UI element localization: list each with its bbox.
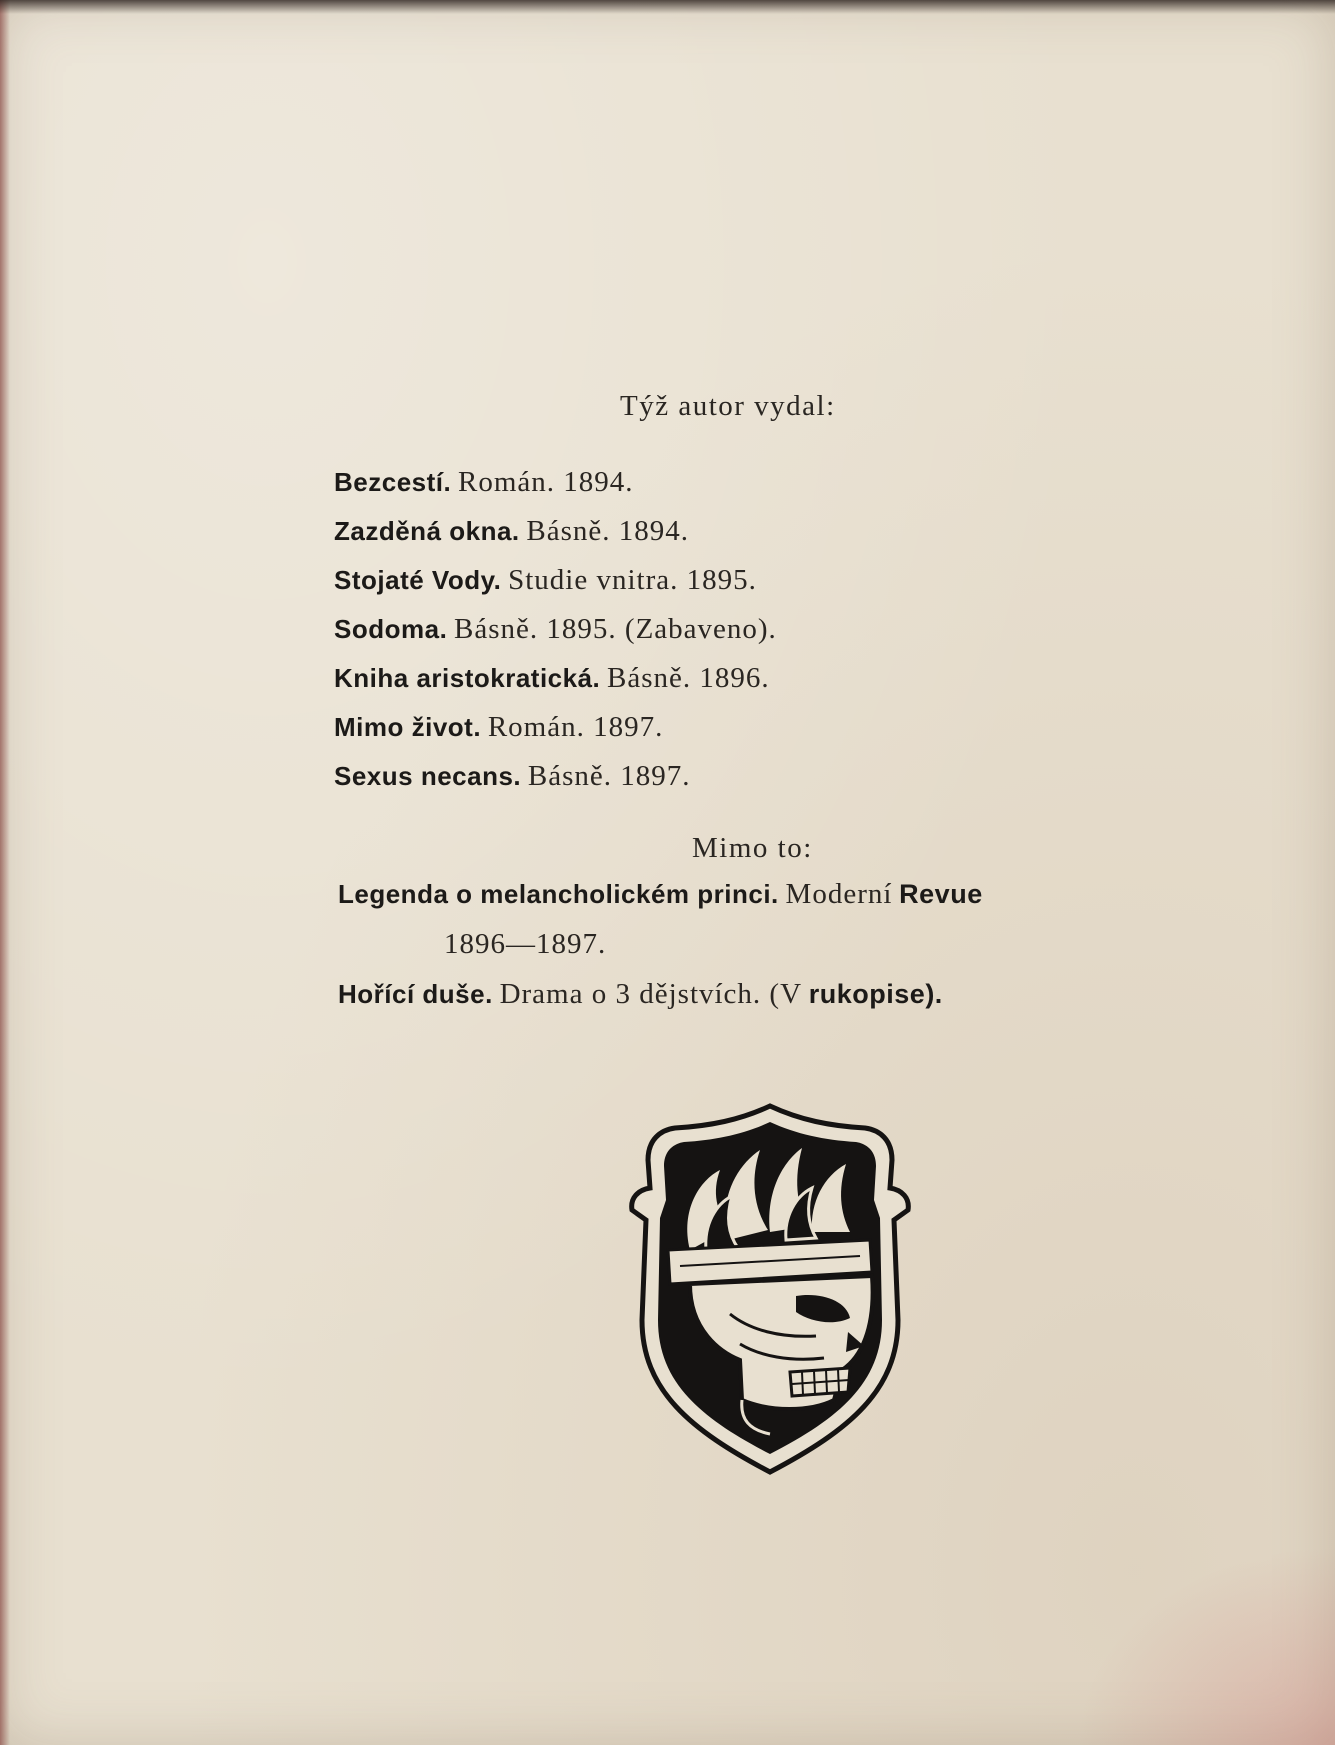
work-title: Sexus necans. bbox=[334, 761, 522, 791]
work-desc: Básně. 1895. (Zabaveno). bbox=[454, 613, 777, 645]
paper-stain bbox=[1075, 1545, 1335, 1745]
list-item bbox=[334, 515, 1234, 564]
work-title: Bezcestí. bbox=[334, 467, 452, 497]
list-item bbox=[334, 613, 1234, 662]
work-desc: Román. 1894. bbox=[457, 466, 634, 498]
list-item bbox=[334, 466, 1234, 515]
work-title: Zazděná okna. bbox=[334, 516, 520, 546]
work-desc: Román. 1897. bbox=[487, 711, 664, 743]
list-item bbox=[334, 760, 1234, 809]
extra-desc-bold: Revue bbox=[899, 879, 983, 909]
work-desc: Studie vnitra. 1895. bbox=[508, 564, 757, 596]
page-heading: Týž autor vydal: bbox=[620, 390, 836, 422]
list-item bbox=[334, 662, 1234, 711]
list-item bbox=[334, 564, 1234, 613]
list-item bbox=[338, 878, 1238, 928]
work-title: Kniha aristokratická. bbox=[334, 663, 601, 693]
extra-desc-bold: rukopise). bbox=[808, 979, 943, 1009]
extra-desc: Drama o 3 dějstvích. (V bbox=[499, 978, 803, 1010]
work-title: Mimo život. bbox=[334, 712, 482, 742]
extras-list bbox=[338, 878, 1238, 1028]
also-heading: Mimo to: bbox=[692, 832, 813, 864]
extra-continuation: 1896—1897. bbox=[444, 928, 607, 960]
work-desc: Básně. 1896. bbox=[607, 662, 770, 694]
extra-desc: Moderní bbox=[785, 878, 893, 910]
work-desc: Básně. 1897. bbox=[527, 760, 691, 792]
extra-title: Legenda o melancholickém princi. bbox=[338, 879, 779, 909]
list-item bbox=[338, 978, 1238, 1028]
work-title: Stojaté Vody. bbox=[334, 565, 502, 595]
list-item-continuation bbox=[338, 928, 1238, 978]
shield-skull-icon bbox=[620, 1100, 920, 1480]
works-list bbox=[334, 466, 1234, 809]
extra-title: Hořící duše. bbox=[338, 979, 493, 1009]
list-item bbox=[334, 711, 1234, 760]
work-title: Sodoma. bbox=[334, 614, 448, 644]
work-desc: Básně. 1894. bbox=[526, 515, 690, 547]
